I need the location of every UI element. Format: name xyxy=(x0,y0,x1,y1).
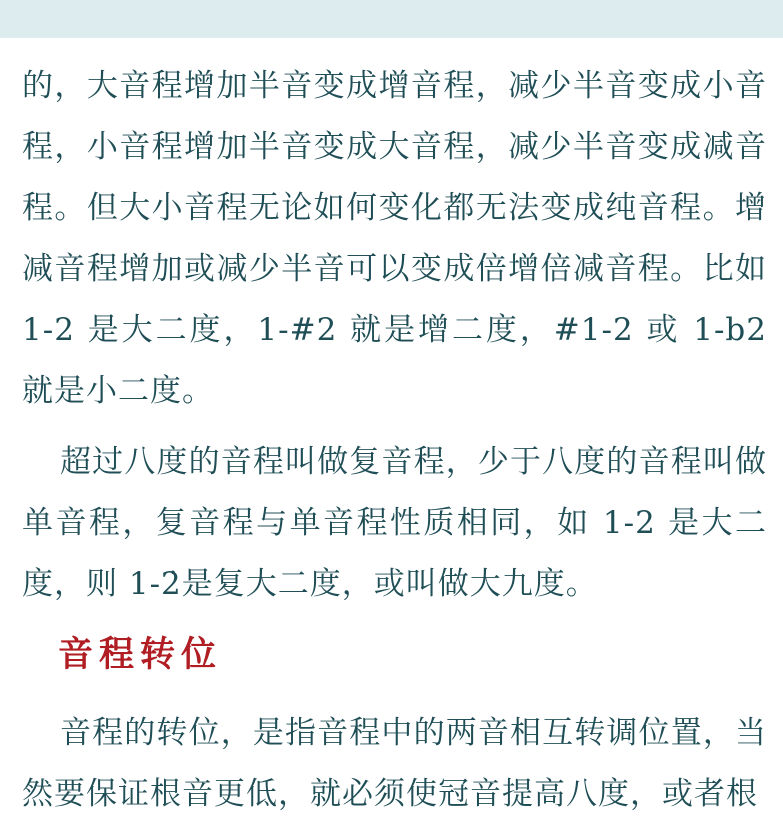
paragraph-interval-change: 的，大音程增加半音变成增音程，减少半音变成小音程，小音程增加半音变成大音程，减少半音变成减音程。但大小音程无论如何变化都无法变成纯音程。增减音程增加或减少半音可以变成倍增倍减音程。比如 1-2 是大二度，1-#2 就是增二度，#1-2 或 1-b2 就是小二度。 xyxy=(22,68,767,409)
document-body xyxy=(22,56,767,825)
top-band xyxy=(0,0,783,38)
paragraph-compound-interval: 超过八度的音程叫做复音程，少于八度的音程叫做单音程，复音程与单音程性质相同，如 1-2 是大二度，则 1-2̇是复大二度，或叫做大九度。 xyxy=(22,444,767,602)
paragraph-interval-inversion: 音程的转位，是指音程中的两音相互转调位置，当然要保证根音更低，就必须使冠音提高八度，或者根 xyxy=(22,715,767,812)
section-heading: 音程转位 xyxy=(58,635,223,675)
